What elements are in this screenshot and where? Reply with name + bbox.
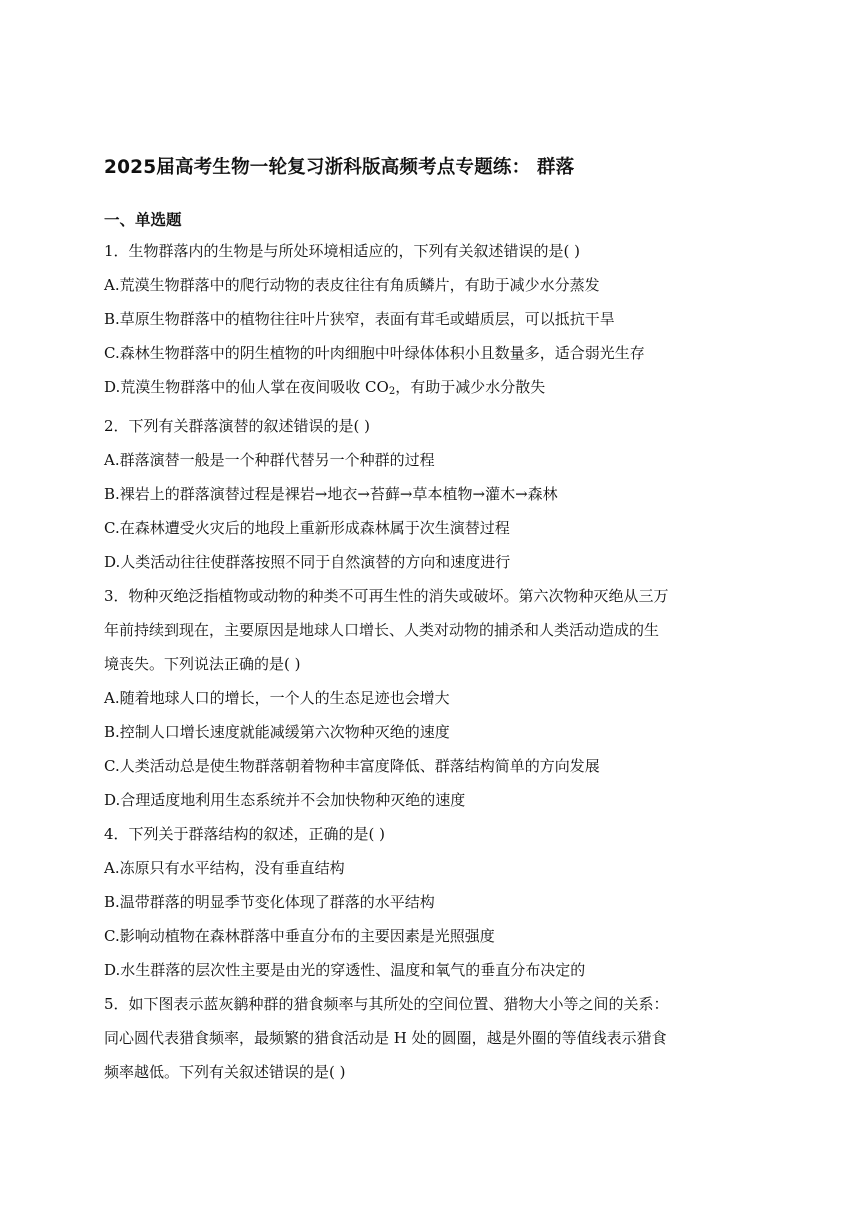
question-2 xyxy=(104,409,764,579)
question-3-stem-line-2: 年前持续到现在，主要原因是地球人口增长、人类对动物的捕杀和人类活动造成的生 xyxy=(104,621,660,639)
question-2-option-b: B.裸岩上的群落演替过程是裸岩→地衣→苔藓→草本植物→灌木→森林 xyxy=(104,485,558,503)
question-1-stem: 1．生物群落内的生物是与所处环境相适应的，下列有关叙述错误的是( ) xyxy=(104,242,581,260)
question-1-option-d-text: D.荒漠生物群落中的仙人掌在夜间吸收 CO xyxy=(104,378,389,396)
document-title: 2025届高考生物一轮复习浙科版高频考点专题练： 群落 xyxy=(104,157,575,178)
question-3-stem-line-1: 3．物种灭绝泛指植物或动物的种类不可再生性的消失或破坏。第六次物种灭绝从三万 xyxy=(104,587,669,605)
question-4 xyxy=(104,817,764,987)
question-3-option-b: B.控制人口增长速度就能减缓第六次物种灭绝的速度 xyxy=(104,723,450,741)
question-4-stem: 4．下列关于群落结构的叙述，正确的是( ) xyxy=(104,825,386,843)
question-5-stem-line-3: 频率越低。下列有关叙述错误的是( ) xyxy=(104,1063,346,1081)
question-1-option-a: A.荒漠生物群落中的爬行动物的表皮往往有角质鳞片，有助于减少水分蒸发 xyxy=(104,276,600,294)
question-1-option-d xyxy=(104,370,764,409)
question-2-stem: 2．下列有关群落演替的叙述错误的是( ) xyxy=(104,417,371,435)
question-1-option-d-text-end: ，有助于减少水分散失 xyxy=(395,378,546,396)
question-4-option-c: C.影响动植物在森林群落中垂直分布的主要因素是光照强度 xyxy=(104,927,495,945)
question-1-option-b: B.草原生物群落中的植物往往叶片狭窄，表面有茸毛或蜡质层，可以抵抗干旱 xyxy=(104,310,615,328)
question-1-option-c: C.森林生物群落中的阴生植物的叶肉细胞中叶绿体体积小且数量多，适合弱光生存 xyxy=(104,344,645,362)
question-5-stem-line-2: 同心圆代表猎食频率，最频繁的猎食活动是 H 处的圆圈，越是外圈的等值线表示猎食 xyxy=(104,1029,667,1047)
question-3-option-c: C.人类活动总是使生物群落朝着物种丰富度降低、群落结构简单的方向发展 xyxy=(104,757,600,775)
question-2-option-d: D.人类活动往往使群落按照不同于自然演替的方向和速度进行 xyxy=(104,553,511,571)
question-4-option-d: D.水生群落的层次性主要是由光的穿透性、温度和氧气的垂直分布决定的 xyxy=(104,961,586,979)
question-5-stem-line-1: 5．如下图表示蓝灰鹟种群的猎食频率与其所处的空间位置、猎物大小等之间的关系： xyxy=(104,995,669,1013)
question-3-option-d: D.合理适度地利用生态系统并不会加快物种灭绝的速度 xyxy=(104,791,466,809)
question-5 xyxy=(104,987,764,1089)
co2-subscript: 2 xyxy=(388,386,396,397)
question-4-option-a: A.冻原只有水平结构，没有垂直结构 xyxy=(104,859,345,877)
question-2-option-a: A.群落演替一般是一个种群代替另一个种群的过程 xyxy=(104,451,435,469)
question-3 xyxy=(104,579,764,817)
question-3-stem-line-3: 境丧失。下列说法正确的是( ) xyxy=(104,655,301,673)
question-3-option-a: A.随着地球人口的增长，一个人的生态足迹也会增大 xyxy=(104,689,450,707)
question-2-option-c: C.在森林遭受火灾后的地段上重新形成森林属于次生演替过程 xyxy=(104,519,510,537)
document-page xyxy=(104,150,764,1089)
question-4-option-b: B.温带群落的明显季节变化体现了群落的水平结构 xyxy=(104,893,435,911)
question-1 xyxy=(104,234,764,409)
section-heading-single-choice: 一、单选题 xyxy=(104,211,182,229)
